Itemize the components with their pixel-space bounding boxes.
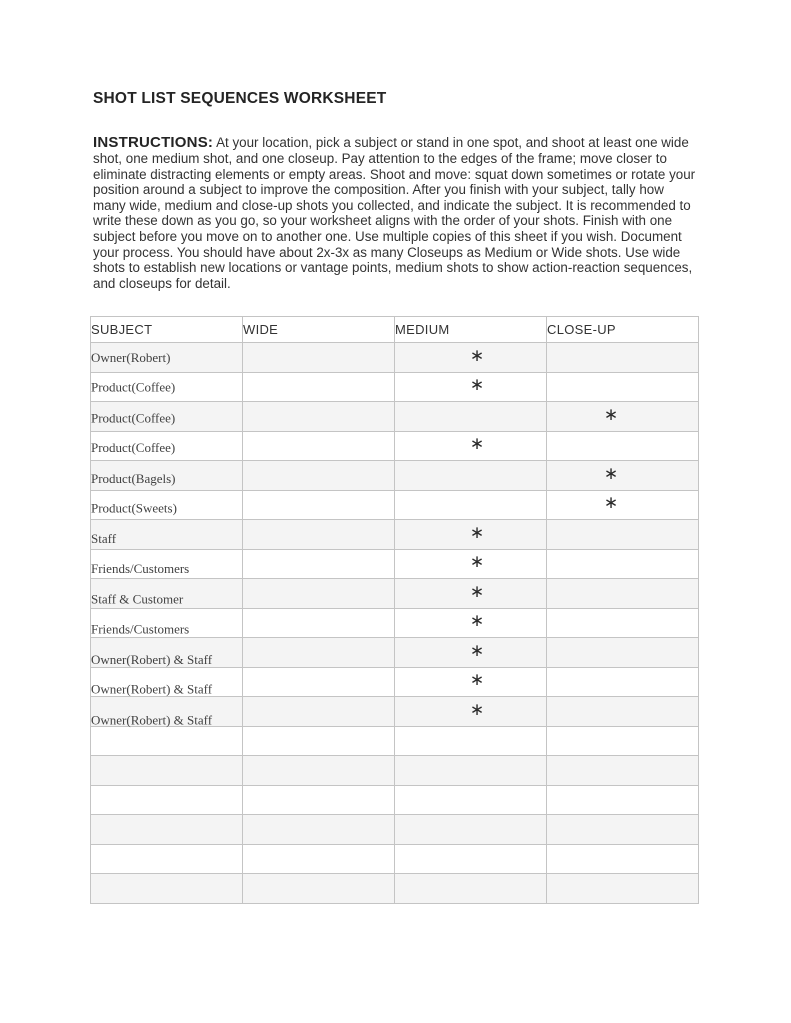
subject-cell	[91, 520, 243, 550]
subject-label: Staff	[91, 530, 117, 546]
medium-cell	[395, 372, 547, 402]
table-row	[91, 844, 699, 874]
shot-tally-mark: ∗	[469, 670, 485, 691]
subject-label: Friends/Customers	[91, 621, 190, 637]
subject-cell	[91, 638, 243, 668]
table-row	[91, 490, 699, 520]
page-title: SHOT LIST SEQUENCES WORKSHEET	[93, 90, 387, 107]
medium-cell	[395, 402, 547, 432]
column-header-medium: MEDIUM	[395, 317, 547, 343]
column-header-wide: WIDE	[243, 317, 395, 343]
table-row	[91, 874, 699, 904]
closeup-cell	[547, 874, 699, 904]
medium-cell	[395, 667, 547, 697]
shot-list-rows	[91, 343, 699, 904]
table-header	[91, 317, 699, 343]
shot-tally-mark: ∗	[469, 581, 485, 602]
subject-label: Owner(Robert) & Staff	[91, 681, 213, 697]
table-row	[91, 697, 699, 727]
table-row	[91, 726, 699, 756]
shot-list-table	[90, 316, 699, 904]
medium-cell	[395, 756, 547, 786]
table-row	[91, 431, 699, 461]
medium-cell	[395, 549, 547, 579]
wide-cell	[243, 844, 395, 874]
table-row	[91, 520, 699, 550]
medium-cell	[395, 726, 547, 756]
shot-tally-mark: ∗	[603, 463, 619, 484]
table-row	[91, 343, 699, 373]
medium-cell	[395, 608, 547, 638]
subject-cell	[91, 461, 243, 491]
wide-cell	[243, 431, 395, 461]
medium-cell	[395, 785, 547, 815]
instructions-label: INSTRUCTIONS:	[93, 134, 214, 152]
table-row	[91, 608, 699, 638]
column-header-subject: SUBJECT	[91, 317, 243, 343]
wide-cell	[243, 756, 395, 786]
subject-cell	[91, 343, 243, 373]
closeup-cell	[547, 756, 699, 786]
shot-tally-mark: ∗	[469, 640, 485, 661]
closeup-cell	[547, 697, 699, 727]
subject-cell	[91, 549, 243, 579]
shot-tally-mark: ∗	[469, 611, 485, 632]
closeup-cell	[547, 549, 699, 579]
subject-label: Product(Sweets)	[91, 500, 177, 516]
table-row	[91, 667, 699, 697]
shot-tally-mark: ∗	[469, 552, 485, 573]
subject-cell	[91, 667, 243, 697]
closeup-cell	[547, 638, 699, 668]
subject-cell	[91, 402, 243, 432]
subject-cell	[91, 431, 243, 461]
wide-cell	[243, 726, 395, 756]
medium-cell	[395, 490, 547, 520]
wide-cell	[243, 490, 395, 520]
table-row	[91, 756, 699, 786]
subject-label: Owner(Robert)	[91, 349, 171, 365]
subject-cell	[91, 844, 243, 874]
medium-cell	[395, 431, 547, 461]
wide-cell	[243, 638, 395, 668]
closeup-cell	[547, 520, 699, 550]
table-row	[91, 638, 699, 668]
subject-label: Friends/Customers	[91, 560, 190, 576]
subject-label: Product(Coffee)	[91, 440, 176, 456]
closeup-cell	[547, 461, 699, 491]
closeup-cell	[547, 815, 699, 845]
closeup-cell	[547, 431, 699, 461]
subject-cell	[91, 756, 243, 786]
subject-label: Owner(Robert) & Staff	[91, 651, 213, 667]
shot-tally-mark: ∗	[469, 434, 485, 455]
table-row	[91, 815, 699, 845]
table-row	[91, 549, 699, 579]
wide-cell	[243, 785, 395, 815]
table-row	[91, 372, 699, 402]
wide-cell	[243, 372, 395, 402]
wide-cell	[243, 402, 395, 432]
closeup-cell	[547, 608, 699, 638]
wide-cell	[243, 520, 395, 550]
shot-tally-mark: ∗	[603, 493, 619, 514]
medium-cell	[395, 461, 547, 491]
closeup-cell	[547, 844, 699, 874]
closeup-cell	[547, 343, 699, 373]
subject-cell	[91, 815, 243, 845]
table-row	[91, 461, 699, 491]
closeup-cell	[547, 579, 699, 609]
table-row	[91, 402, 699, 432]
shot-tally-mark: ∗	[469, 345, 485, 366]
medium-cell	[395, 343, 547, 373]
shot-tally-mark: ∗	[603, 404, 619, 425]
column-header-close-up: CLOSE-UP	[547, 317, 699, 343]
subject-cell	[91, 874, 243, 904]
shot-tally-mark: ∗	[469, 522, 485, 543]
medium-cell	[395, 638, 547, 668]
wide-cell	[243, 608, 395, 638]
wide-cell	[243, 343, 395, 373]
subject-cell	[91, 608, 243, 638]
table-header-row	[91, 317, 699, 343]
wide-cell	[243, 461, 395, 491]
subject-cell	[91, 490, 243, 520]
subject-cell	[91, 372, 243, 402]
table-row	[91, 785, 699, 815]
subject-cell	[91, 579, 243, 609]
closeup-cell	[547, 372, 699, 402]
medium-cell	[395, 579, 547, 609]
table-row	[91, 579, 699, 609]
medium-cell	[395, 874, 547, 904]
wide-cell	[243, 579, 395, 609]
medium-cell	[395, 697, 547, 727]
subject-label: Staff & Customer	[91, 591, 184, 607]
subject-label: Product(Coffee)	[91, 409, 176, 425]
closeup-cell	[547, 490, 699, 520]
medium-cell	[395, 815, 547, 845]
subject-cell	[91, 785, 243, 815]
medium-cell	[395, 844, 547, 874]
wide-cell	[243, 667, 395, 697]
wide-cell	[243, 874, 395, 904]
closeup-cell	[547, 785, 699, 815]
subject-label: Owner(Robert) & Staff	[91, 711, 213, 727]
shot-tally-mark: ∗	[469, 375, 485, 396]
subject-label: Product(Bagels)	[91, 470, 176, 486]
medium-cell	[395, 520, 547, 550]
closeup-cell	[547, 726, 699, 756]
closeup-cell	[547, 402, 699, 432]
instructions-body: At your location, pick a subject or stand in one spot, and shoot at least one wide shot, one medium shot, and one closeup. Pay attention to the edges of the frame; move closer to eliminate distracting elements or empty areas. Shoot and move: squat down sometimes or rotate your position around a subject to improve the composition. After you finish with your subject, tally how many wide, medium and close-up shots you collected, and indicate the subject. It is recommended to write these down as you go, so your worksheet aligns with the order of your shots. Finish with one subject before you move on to another one. Use multiple copies of this sheet if you wish. Document your process. You should have about 2x-3x as many Closeups as Medium or Wide shots. Use wide shots to establish new locations or vantage points, medium shots to show action-reaction sequences, and closeups for detail.	[93, 135, 696, 291]
subject-cell	[91, 697, 243, 727]
wide-cell	[243, 815, 395, 845]
instructions-paragraph	[93, 135, 699, 291]
subject-label: Product(Coffee)	[91, 379, 176, 395]
shot-tally-mark: ∗	[469, 699, 485, 720]
closeup-cell	[547, 667, 699, 697]
wide-cell	[243, 697, 395, 727]
wide-cell	[243, 549, 395, 579]
subject-cell	[91, 726, 243, 756]
